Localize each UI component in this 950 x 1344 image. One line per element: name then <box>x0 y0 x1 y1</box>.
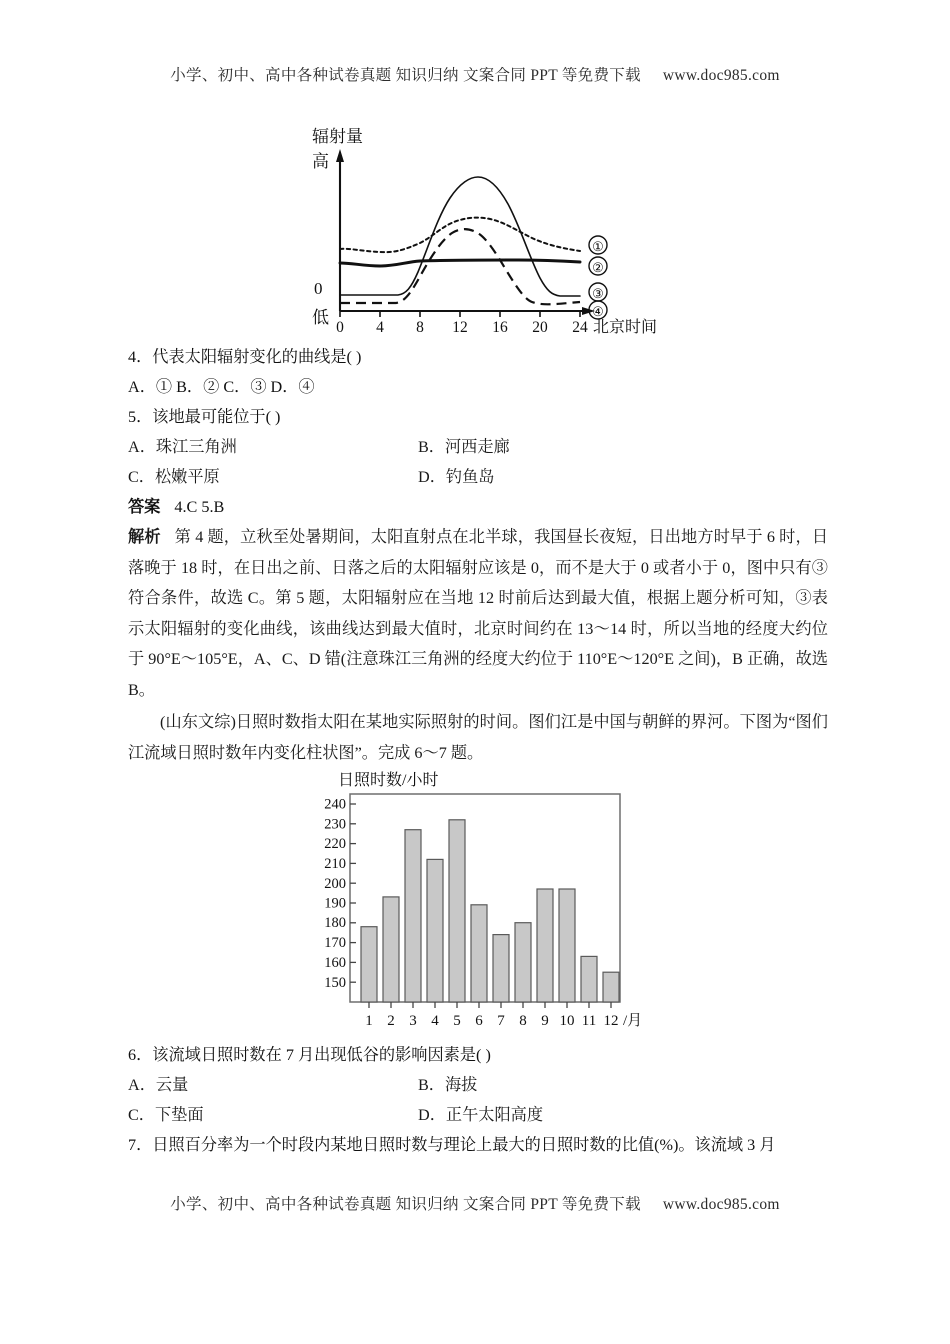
xtick-label-11: 11 <box>581 1013 597 1029</box>
radiation-series-3-solid-thin <box>340 177 580 296</box>
analysis-block <box>128 522 828 705</box>
legend-label-4: ④ <box>592 304 604 319</box>
radiation-high-label: 高 <box>312 152 329 171</box>
question-4-stem: 4．代表太阳辐射变化的曲线是( ) <box>128 348 362 366</box>
footer-text: 小学、初中、高中各种试卷真题 知识归纳 文案合同 PPT 等免费下载 <box>170 1196 641 1213</box>
passage-intro-2: (山东文综)日照时数指太阳在某地实际照射的时间。图们江是中国与朝鲜的界河。下图为“图们江流域日照时数年内变化柱状图”。完成 6～7 题。 <box>128 713 828 762</box>
radiation-xtick-1: 4 <box>376 319 384 335</box>
bar-month-10 <box>559 889 575 1002</box>
answer-value: 4.C 5.B <box>174 498 225 516</box>
xtick-label-8: 8 <box>519 1013 527 1029</box>
ytick-label-220: 220 <box>324 836 346 853</box>
bar-month-4 <box>427 859 443 1002</box>
radiation-legend <box>589 236 607 319</box>
question-5-option-c: C．松嫩平原 <box>128 468 220 486</box>
ytick-label-200: 200 <box>324 875 346 892</box>
sunshine-hours-bar-figure <box>128 768 828 1040</box>
header-url: www.doc985.com <box>662 67 780 84</box>
question-6-option-c: C．下垫面 <box>128 1106 204 1124</box>
analysis-text: 第 4 题，立秋至处暑期间，太阳直射点在北半球，我国昼长夜短，日出地方时早于 6 时，日落晚于 18 时，在日出之前、日落之后的太阳辐射应该是 0，而不是大于 0 或者小于 0，图中只有③符合条件，故选 C。第 5 题，太阳辐射应在当地 12 时前后达到最大值，根据上题分析可知，③表示太阳辐射的变化曲线，该曲线达到最大值时，北京时间约在 13～14 时，所以当地的经度大约位于 90°E～105°E，A、C、D 错(注意珠江三角洲的经度大约位于 110°E～120°E 之间)，B 正确，故选 B。 <box>128 528 829 699</box>
ytick-label-230: 230 <box>324 816 346 833</box>
legend-label-3: ③ <box>592 286 604 301</box>
ytick-label-180: 180 <box>324 915 346 931</box>
radiation-x-axis-label: 北京时间 <box>593 319 658 335</box>
bar-month-7 <box>493 935 509 1002</box>
radiation-xtick-5: 20 <box>532 319 548 335</box>
bar-month-8 <box>515 923 531 1002</box>
radiation-curve-figure <box>128 120 828 342</box>
question-5-stem: 5．该地最可能位于( ) <box>128 408 281 426</box>
xtick-label-6: 6 <box>475 1013 483 1029</box>
radiation-series-2-solid <box>340 260 580 266</box>
question-6-stem: 6．该流域日照时数在 7 月出现低谷的影响因素是( ) <box>128 1046 491 1064</box>
bar-group <box>361 820 619 1002</box>
question-4-options: A．① B．② C．③ D．④ <box>128 378 315 396</box>
question-6-option-d: D．正午太阳高度 <box>418 1106 544 1124</box>
radiation-xtick-3: 12 <box>452 319 468 335</box>
page-header <box>0 63 950 85</box>
question-5-options-row-1 <box>128 432 828 462</box>
bar-month-1 <box>361 927 377 1002</box>
xtick-label-9: 9 <box>541 1013 549 1029</box>
bar-month-2 <box>383 897 399 1002</box>
xtick-label-1: 1 <box>365 1013 373 1029</box>
xtick-label-7: 7 <box>497 1013 505 1029</box>
analysis-label: 解析 <box>128 528 161 546</box>
question-7-stem: 7．日照百分率为一个时段内某地日照时数与理论上最大的日照时数的比值(%)。该流域 3 月 <box>128 1136 776 1154</box>
ytick-label-150: 150 <box>324 975 346 991</box>
sunshine-hours-bar-svg <box>320 768 660 1036</box>
bar-chart-title: 日照时数/小时 <box>338 772 439 789</box>
question-5-option-a: A．珠江三角洲 <box>128 438 237 456</box>
xtick-label-5: 5 <box>453 1013 461 1029</box>
xtick-label-3: 3 <box>409 1013 417 1029</box>
question-6-option-b: B．海拔 <box>418 1076 478 1094</box>
radiation-axis-title: 辐射量 <box>312 127 363 146</box>
ytick-label-170: 170 <box>324 935 346 951</box>
page-footer <box>0 1192 950 1214</box>
bar-month-6 <box>471 905 487 1002</box>
document-body <box>128 120 828 1160</box>
question-6-option-a: A．云量 <box>128 1076 189 1094</box>
bar-chart-y-axis <box>324 797 356 991</box>
radiation-x-tick-labels <box>336 319 588 335</box>
ytick-label-240: 240 <box>324 796 346 813</box>
bar-month-11 <box>581 956 597 1002</box>
radiation-xtick-4: 16 <box>492 319 508 335</box>
radiation-low-label: 低 <box>312 308 329 327</box>
radiation-curve-svg <box>288 120 688 335</box>
question-5-option-d: D．钓鱼岛 <box>418 468 495 486</box>
xtick-label-10: 10 <box>559 1013 575 1029</box>
bar-month-5 <box>449 820 465 1002</box>
xtick-label-12: 12 <box>603 1013 619 1029</box>
radiation-series-1-dotted <box>340 218 580 253</box>
bar-chart-x-axis-label: /月 <box>623 1013 643 1029</box>
radiation-xtick-0: 0 <box>336 319 344 335</box>
answer-label: 答案 <box>128 498 161 516</box>
radiation-xtick-6: 24 <box>572 319 588 335</box>
ytick-label-190: 190 <box>324 895 346 912</box>
ytick-label-210: 210 <box>324 856 346 872</box>
bar-chart-x-ticks <box>369 1002 611 1008</box>
xtick-label-2: 2 <box>387 1013 395 1029</box>
bar-month-3 <box>405 830 421 1002</box>
footer-url: www.doc985.com <box>662 1196 780 1213</box>
legend-label-1: ① <box>592 239 604 254</box>
legend-label-2: ② <box>592 260 604 275</box>
question-5-options-row-2 <box>128 462 828 492</box>
header-text: 小学、初中、高中各种试卷真题 知识归纳 文案合同 PPT 等免费下载 <box>170 67 641 84</box>
bar-chart-x-tick-labels <box>365 1013 618 1029</box>
radiation-y-axis-arrow <box>336 149 344 162</box>
answer-line <box>128 492 828 522</box>
question-6-options-row-1 <box>128 1070 828 1100</box>
xtick-label-4: 4 <box>431 1013 439 1029</box>
question-6-options-row-2 <box>128 1100 828 1130</box>
bar-month-9 <box>537 889 553 1002</box>
question-5-option-b: B．河西走廊 <box>418 438 510 456</box>
bar-month-12 <box>603 972 619 1002</box>
radiation-zero-label: 0 <box>314 279 323 298</box>
ytick-label-160: 160 <box>324 955 346 971</box>
radiation-xtick-2: 8 <box>416 319 424 335</box>
